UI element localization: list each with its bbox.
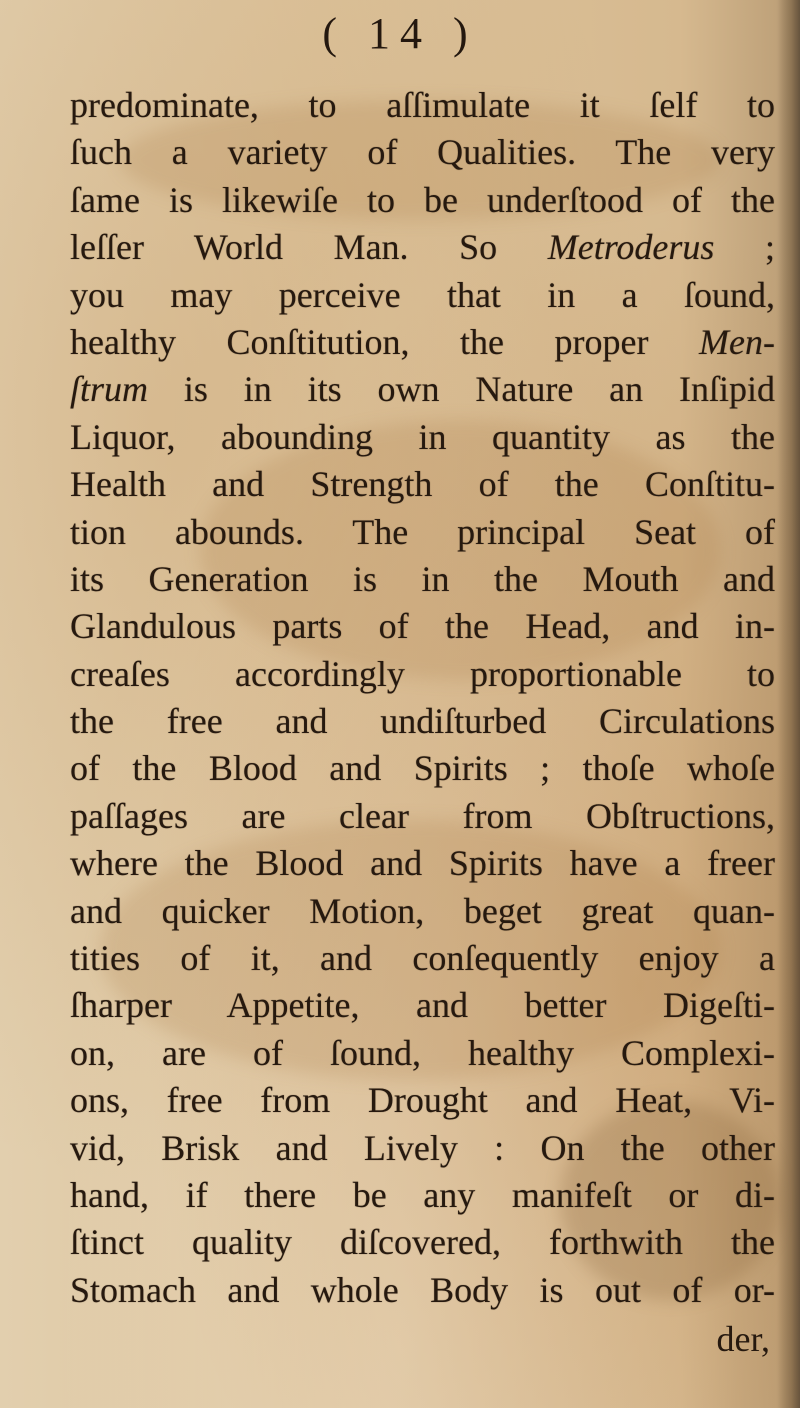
text-line: of the Blood and Spirits ; thoſe whoſe <box>70 748 775 789</box>
body-text <box>70 82 775 1314</box>
text-line: ſtrum is in its own Nature an Inſipid <box>70 369 775 410</box>
text-line: ſharper Appetite, and better Digeſti- <box>70 985 775 1026</box>
text-line: on, are of ſound, healthy Complexi- <box>70 1032 775 1073</box>
page-edge <box>778 0 800 1408</box>
text-line: healthy Conſtitution, the proper Men- <box>70 321 775 362</box>
text-line: predominate, to aſſimulate it ſelf to <box>70 85 775 125</box>
text-line: ſtinct quality diſcovered, forthwith the <box>70 1222 775 1263</box>
text-line: tities of it, and conſequently enjoy a <box>70 938 775 979</box>
text-line: ſame is likewiſe to be underſtood of the <box>70 179 775 220</box>
text-line: where the Blood and Spirits have a freer <box>70 843 775 884</box>
text-line: leſſer World Man. So Metroderus ; <box>70 227 775 268</box>
text-line: and quicker Motion, beget great quan- <box>70 890 775 931</box>
text-line: ons, free from Drought and Heat, Vi- <box>70 1080 775 1121</box>
text-line: Stomach and whole Body is out of or- <box>70 1269 775 1310</box>
catchword: der, <box>716 1319 770 1359</box>
text-line: tion abounds. The principal Seat of <box>70 511 775 552</box>
text-line: Health and Strength of the Conſtitu- <box>70 464 775 505</box>
text-line: ſuch a variety of Qualities. The very <box>70 132 775 173</box>
text-line: you may perceive that in a ſound, <box>70 274 775 315</box>
text-line: Glandulous parts of the Head, and in- <box>70 606 775 647</box>
text-line: its Generation is in the Mouth and <box>70 558 775 599</box>
text-line: Liquor, abounding in quantity as the <box>70 416 775 457</box>
text-line: hand, if there be any manifeſt or di- <box>70 1174 775 1215</box>
text-line: vid, Brisk and Lively : On the other <box>70 1127 775 1168</box>
text-line: paſſages are clear from Obſtructions, <box>70 795 775 836</box>
text-line: the free and undiſturbed Circulations <box>70 701 775 742</box>
text-line: creaſes accordingly proportionable to <box>70 653 775 694</box>
page-number: ( 14 ) <box>322 9 478 58</box>
